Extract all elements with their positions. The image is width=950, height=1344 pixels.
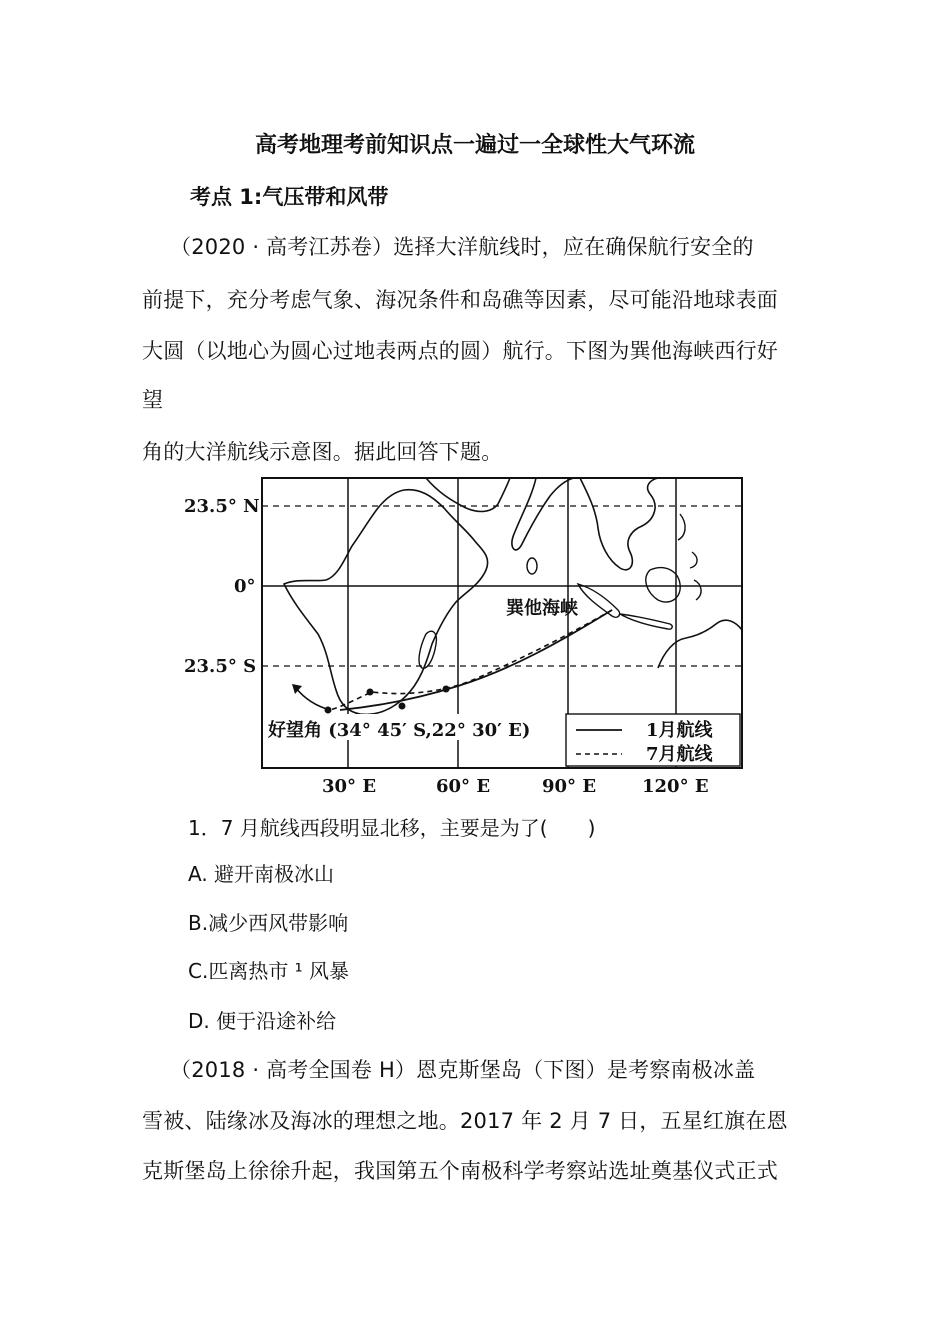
option-b: B.减少西风带影响 <box>188 911 349 935</box>
passage-line: 前提下，充分考虑气象、海况条件和岛礁等因素，尽可能沿地球表面 <box>142 288 778 312</box>
option-a: A. 避开南极冰山 <box>188 862 335 886</box>
lon-label: 90° E <box>542 776 597 797</box>
legend-jul-label: 7月航线 <box>646 744 713 765</box>
indochina-coast <box>580 478 658 570</box>
question-stem: 1．7 月航线西段明显北移，主要是为了( ) <box>188 816 596 840</box>
passage-line: 克斯堡岛上徐徐升起，我国第五个南极科学考察站选址奠基仪式正式 <box>142 1159 778 1183</box>
sumatra <box>578 584 620 617</box>
passage-line: 雪被、陆缘冰及海冰的理想之地。2017 年 2 月 7 日，五星红旗在恩 <box>142 1109 788 1133</box>
legend-jan-label: 1月航线 <box>646 720 713 741</box>
route-map <box>180 474 770 804</box>
lon-label: 120° E <box>642 776 709 797</box>
java <box>620 614 672 629</box>
passage-line: （2018 · 高考全国卷 H）恩克斯堡岛（下图）是考察南极冰盖 <box>170 1058 756 1082</box>
lat-label: 23.5° S <box>184 656 257 677</box>
route-point <box>367 689 374 696</box>
borneo <box>646 568 680 602</box>
sri-lanka <box>527 558 537 574</box>
philippines-islands <box>678 514 701 600</box>
route-point <box>325 707 332 714</box>
option-d: D. 便于沿途补给 <box>188 1009 337 1033</box>
lat-label: 23.5° N <box>184 496 260 517</box>
passage-line: （2020 · 高考江苏卷）选择大洋航线时，应在确保航行安全的 <box>170 235 754 259</box>
section-heading: 考点 1:气压带和风带 <box>190 185 389 209</box>
route-point <box>399 703 406 710</box>
july-route <box>330 610 612 710</box>
january-route <box>340 610 612 710</box>
madagascar <box>419 631 436 668</box>
cape-label: 好望角 (34° 45′ S,22° 30′ E) <box>268 720 531 741</box>
passage-line: 望 <box>142 388 164 412</box>
page-title: 高考地理考前知识点一遍过一全球性大气环流 <box>254 133 695 158</box>
lon-label: 60° E <box>436 776 491 797</box>
australia-coast <box>658 620 742 668</box>
india-coast <box>512 478 574 550</box>
route-arrow-line <box>296 688 330 710</box>
passage-line: 角的大洋航线示意图。据此回答下题。 <box>142 440 503 464</box>
lat-label: 0° <box>234 576 256 597</box>
africa-coast <box>284 490 488 715</box>
strait-label: 巽他海峡 <box>506 598 578 619</box>
lon-label: 30° E <box>322 776 377 797</box>
option-c: C.匹离热市 ¹ 风暴 <box>188 959 350 983</box>
route-point <box>443 686 450 693</box>
passage-line: 大圆（以地心为圆心过地表两点的圆）航行。下图为巽他海峡西行好 <box>142 339 778 363</box>
